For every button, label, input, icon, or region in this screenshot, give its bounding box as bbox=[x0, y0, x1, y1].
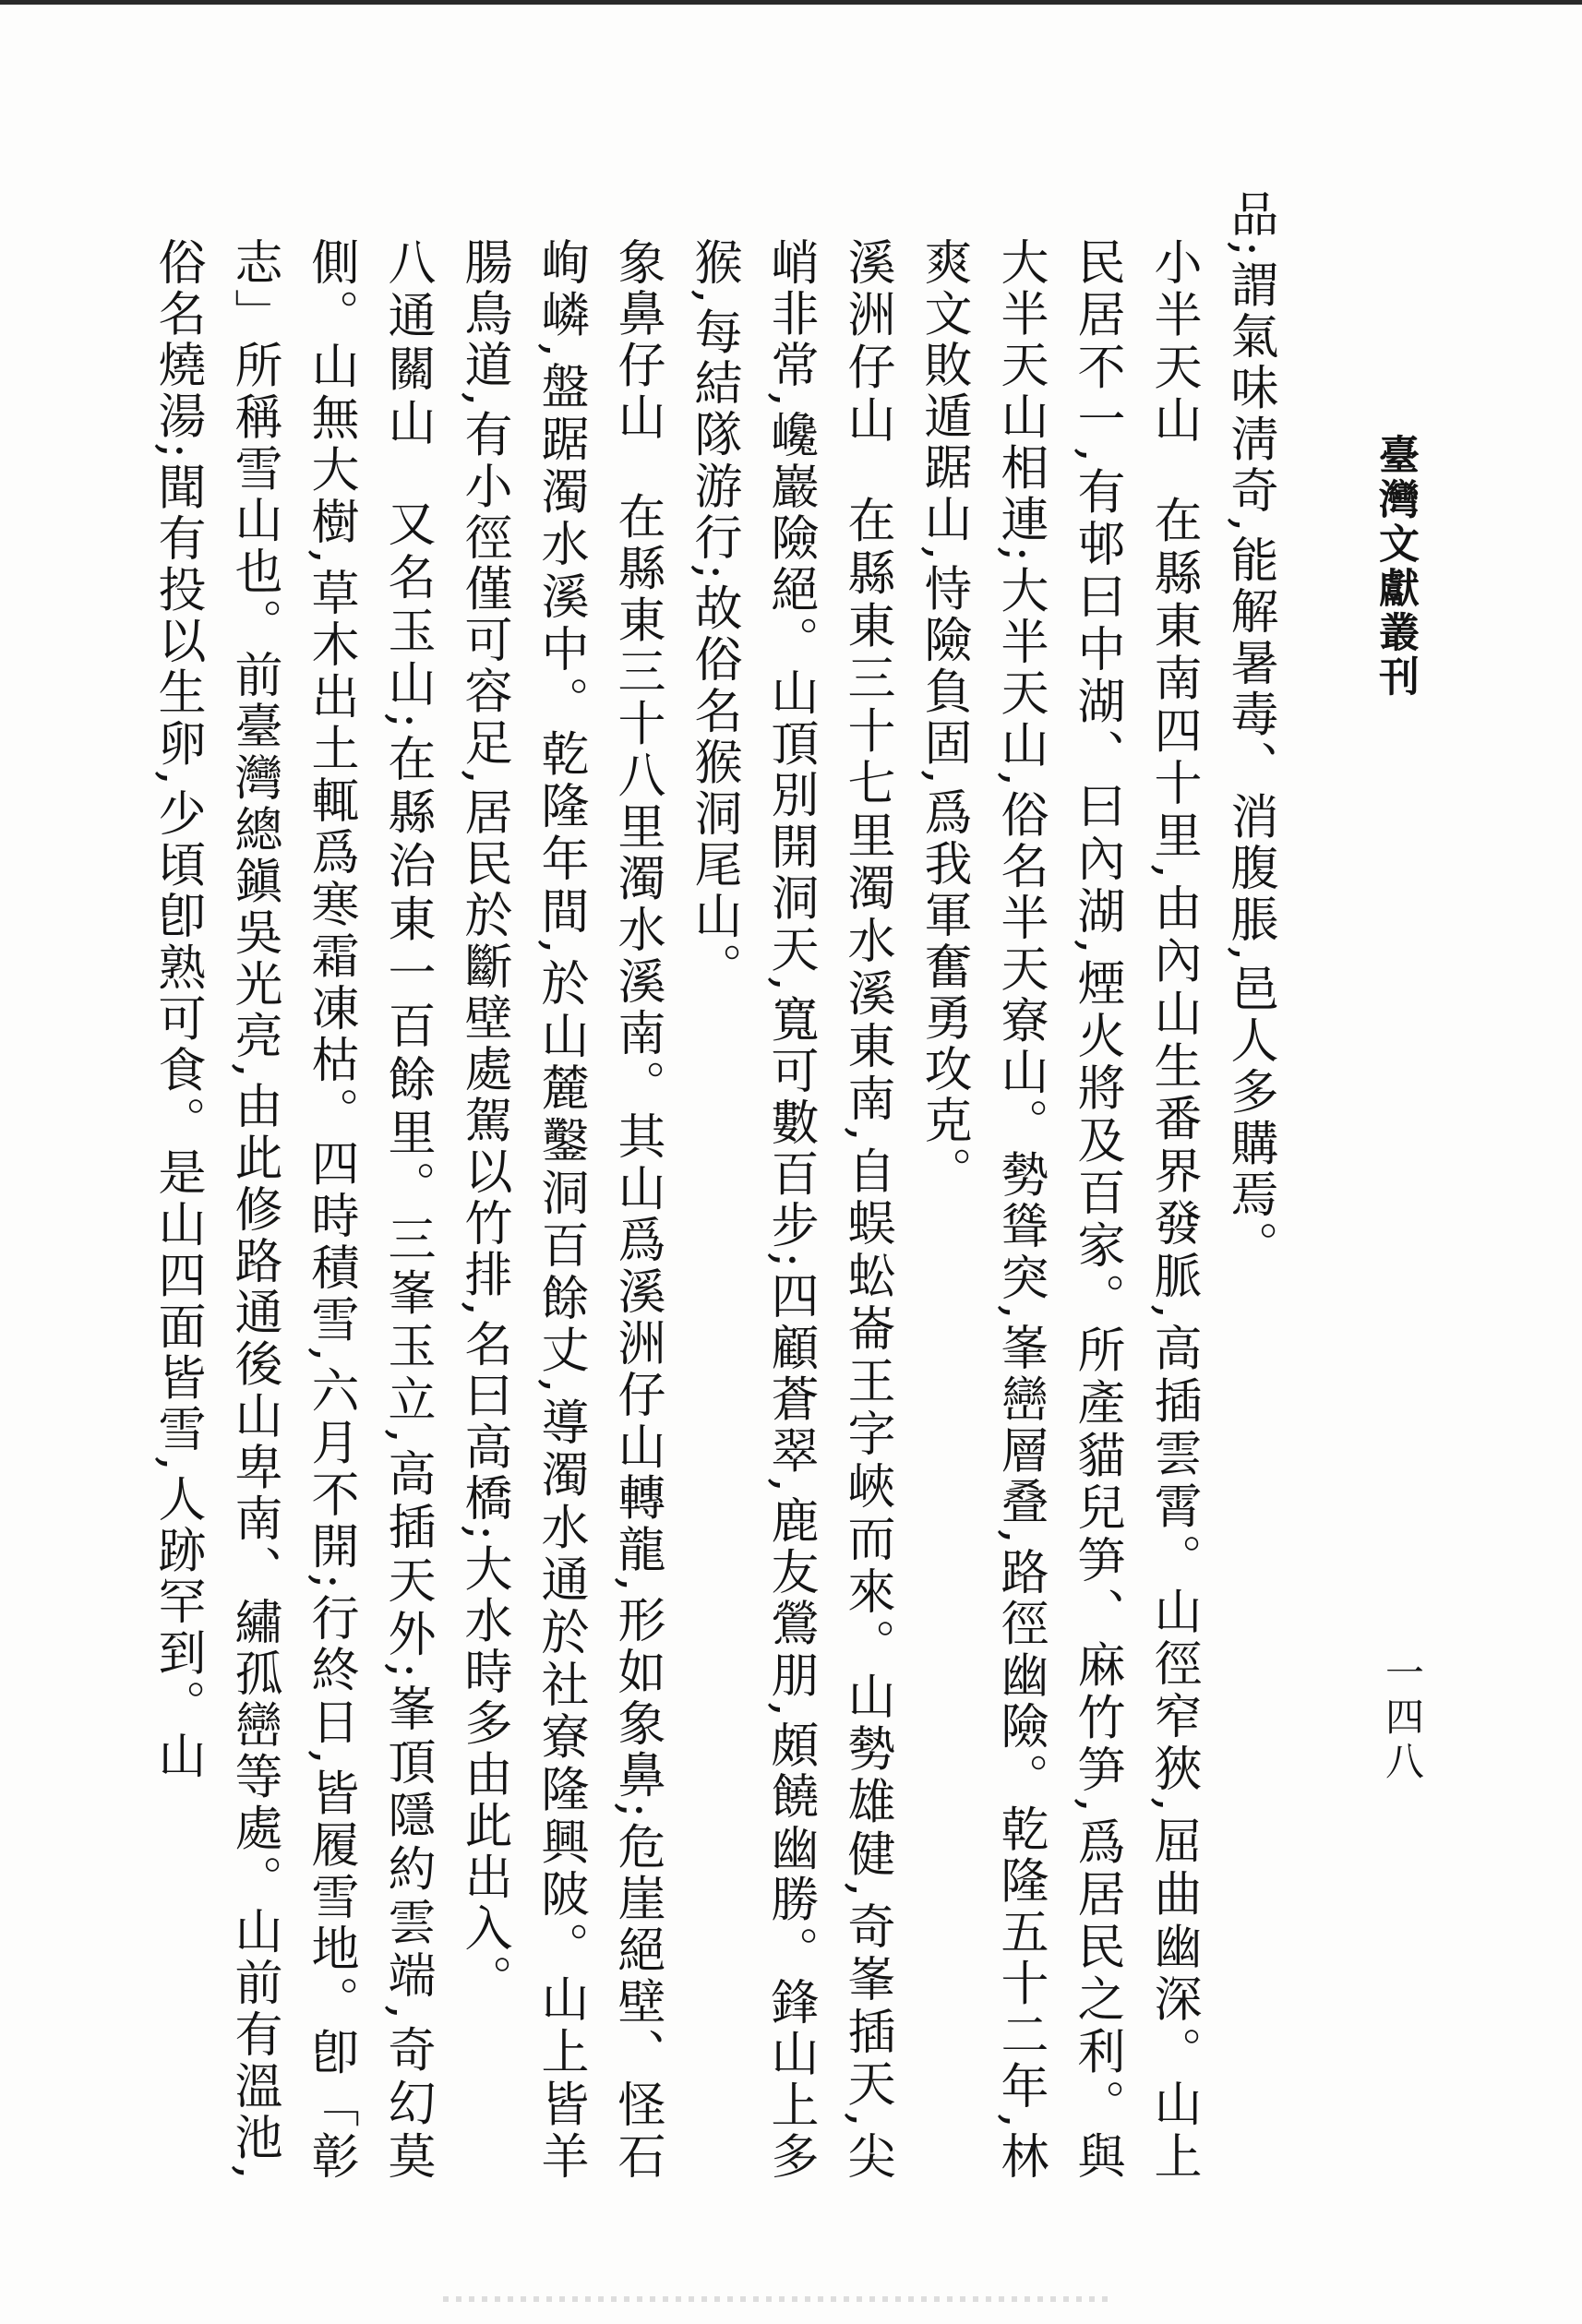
entry-ba-tong-guan-shan bbox=[138, 189, 445, 2183]
page-number: 一四八 bbox=[1380, 1652, 1425, 1785]
vertical-text-body bbox=[138, 189, 1288, 2183]
entry-title: 溪洲仔山 bbox=[839, 237, 894, 448]
entry-text: 在縣東三十八里濁水溪南。其山爲溪洲仔山轉龍,形如象鼻;危崖絕壁、怪石峋嶙,盤踞濁水溪中。乾隆年間,於山麓鑿洞百餘丈,導濁水通於社寮隆興陂。山上皆羊腸鳥道,有小徑僅可容足,居民於斷壁處駕以竹排,名曰高橋;大水時多由此出入。 bbox=[456, 237, 665, 2183]
running-header-title: 臺灣文獻叢刊 bbox=[1372, 434, 1419, 700]
entry-title: 小半天山 bbox=[1145, 237, 1201, 448]
entry-text: 在縣東南四十里,由內山生番界發脈,高插雲霄。山徑窄狹,屈曲幽深。山上民居不一,有邨曰中湖、曰內湖,煙火將及百家。所產貓兒笋、麻竹笋,爲居民之利。與大半天山相連;大半天山,俗名半天寮山。勢聳突,峯巒層叠,路徑幽險。乾隆五十二年,林爽文敗遁踞山,恃險負固,爲我軍奮勇攻克。 bbox=[916, 237, 1201, 2183]
paragraph-continuation: 品;謂氣味淸奇,能解暑毒、消腹脹,邑人多購焉。 bbox=[1222, 189, 1277, 1273]
top-border-rule bbox=[0, 0, 1582, 5]
entry-xiang-bi-zai-shan bbox=[445, 189, 675, 2183]
entry-title: 八通關山 bbox=[379, 237, 435, 451]
entry-xi-zhou-zai-shan bbox=[675, 189, 905, 2183]
scan-artifact-line bbox=[443, 2296, 1108, 2302]
entry-xiao-ban-tian-shan bbox=[905, 189, 1211, 2183]
entry-text: 在縣東三十七里濁水溪東南,自蜈蚣崙王字峽而來。山勢雄健,奇峯插天,尖峭非常,巉巖險絕。山頂別開洞天,寬可數百步;四顧蒼翠,鹿友鶯朋,頗饒幽勝。鋒山上多猴,每結隊游行;故俗名猴洞尾山。 bbox=[686, 237, 894, 2183]
entry-title: 象鼻仔山 bbox=[609, 237, 665, 444]
entry-text: 又名玉山;在縣治東一百餘里。三峯玉立,高插天外;峯頂隱約雲端,奇幻莫側。山無大樹,草木出土輒爲寒霜凍枯。四時積雪,六月不開;行終日,皆履雪地。卽「彰志」所稱雪山也。前臺灣總鎭吳光亮,由此修路通後山卑南、繡孤巒等處。山前有溫池,俗名燒湯;聞有投以生卵,少頃卽熟可食。是山四面皆雪,人跡罕到。山 bbox=[150, 237, 435, 2183]
